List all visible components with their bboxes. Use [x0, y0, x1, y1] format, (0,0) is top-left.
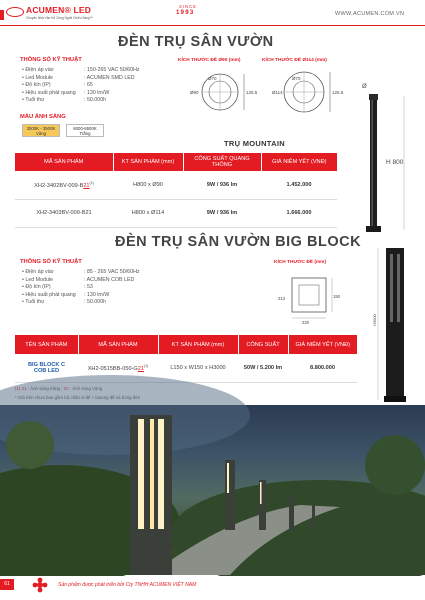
base-drawing-90 — [188, 68, 258, 116]
brand-name: ACUMEN® LED — [26, 5, 92, 15]
base-dim-title-90: KÍCH THƯỚC ĐẾ Ø90 (mm) — [178, 58, 241, 63]
header-divider — [0, 25, 425, 26]
bb-height-label: H3000 — [372, 314, 377, 326]
specs-list — [22, 67, 140, 105]
table-row: XH2-3402BV-009-B21$^{(1)}$ H800 x Ø90 9W / 936 lm 1.452.000 — [15, 171, 337, 199]
dim-label: 125.5 — [332, 90, 344, 95]
product-subtitle: TRỤ MOUNTAIN — [224, 139, 285, 148]
footer-text: Sản phẩm được phát triển bởi Cty TNHH ACUMEN VIỆT NAM — [58, 582, 197, 588]
col-header: GIÁ NIÊM YẾT (VNĐ) — [288, 335, 357, 354]
spec-row: • Tuổi thọ : 50.000h — [22, 97, 107, 104]
dim-label: Ø114 — [272, 90, 283, 95]
col-header: KT SẢN PHẨM (mm) — [158, 335, 238, 354]
brand-tagline: Chuyên Nhà Vận Hỗ Công Nghệ Chiếu Sáng™ — [26, 16, 93, 20]
header-red-tab — [0, 10, 4, 20]
flower-logo-icon — [32, 577, 48, 593]
since-label: SINCE — [179, 4, 197, 9]
base-drawing-bb — [276, 270, 340, 326]
website-url: WWW.ACUMEN.COM.VN — [335, 11, 405, 17]
logo-mark-icon — [6, 7, 24, 17]
col-header: MÃ SẢN PHẨM — [78, 335, 158, 354]
since-year: 1993 — [176, 10, 195, 16]
garden-photo — [0, 405, 425, 575]
color-chip-warm: 3000K - 3500K Vàng — [22, 124, 60, 137]
page-header — [0, 0, 425, 26]
dim-label: Ø70 — [292, 76, 301, 81]
base-dim-title-bb: KÍCH THƯỚC ĐẾ (mm) — [274, 260, 327, 265]
col-header: CÔNG SUẤT QUANG THÔNG — [183, 153, 261, 171]
col-header: MÃ SẢN PHẨM — [15, 153, 113, 171]
light-color-title: MÀU ÁNH SÁNG — [20, 114, 66, 120]
specs-title: THÔNG SỐ KỸ THUẬT — [20, 57, 82, 63]
table-row: BIG BLOCK C COB LED XH2-0515BB-050-G21$^{(1)}$ L150 x W150 x H3000 50W / 5.200 lm 8.800.000 — [15, 354, 357, 382]
col-header: KT SẢN PHẨM (mm) — [113, 153, 183, 171]
spec-row: • Led Module : ACUMEN SMD LED — [22, 74, 135, 81]
table-row: XH2-3403BV-009-B21 H800 x Ø114 9W / 936 lm 1.666.000 — [15, 199, 337, 227]
spec-row: • Tuổi thọ : 50.000h — [22, 299, 107, 306]
spec-row: • Điện áp vào : 150-265 VAC 50/60Hz — [22, 67, 140, 73]
garden-photo-illustration — [0, 405, 425, 575]
bigblock-price-table — [15, 335, 357, 383]
lamp-height-label: H 800 — [386, 159, 404, 166]
base-drawing-114 — [272, 68, 342, 116]
dim-label: 125.5 — [246, 90, 258, 95]
col-header: CÔNG SUẤT — [238, 335, 288, 354]
lamp-diameter-label: Ø — [362, 84, 367, 90]
section1-title: ĐÈN TRỤ SÂN VƯỜN — [118, 34, 274, 50]
specs-title-2: THÔNG SỐ KỸ THUẬT — [20, 259, 82, 265]
bigblock-lamp-image — [350, 240, 420, 410]
spec-row: • Hiệu suất phát quang : 130 lm/W — [22, 291, 110, 298]
section2-title: ĐÈN TRỤ SÂN VƯỜN BIG BLOCK — [115, 234, 362, 250]
col-header: GIÁ NIÊM YẾT (VNĐ) — [261, 153, 337, 171]
dim-label: Ø70 — [208, 76, 217, 81]
brand-logo — [6, 5, 94, 23]
page-number: 61 — [0, 579, 14, 590]
mountain-price-table — [15, 153, 337, 228]
spec-row: • Điện áp vào : 85 - 265 VAC 50/60Hz — [22, 269, 140, 275]
dim-label: 220 — [302, 320, 309, 325]
spec-row: • Độ kín (IP) : 53 — [22, 284, 93, 291]
spec-row: • Led Module : ACUMEN COB LED — [22, 276, 135, 283]
dim-label: 150 — [333, 294, 340, 299]
col-header: TÊN SẢN PHẨM — [15, 335, 78, 354]
color-chip-white: 6000-6500K Trắng — [66, 124, 104, 137]
spec-row: • Độ kín (IP) : 65 — [22, 82, 93, 89]
dim-label: 213 — [278, 296, 285, 301]
page-footer — [0, 576, 425, 600]
mountain-lamp-image — [350, 80, 420, 240]
dim-label: Ø90 — [190, 90, 199, 95]
spec-row: • Hiệu suất phát quang : 130 lm/W — [22, 89, 110, 96]
specs-list-2 — [22, 269, 140, 307]
base-dim-title-114: KÍCH THƯỚC ĐẾ Ø114 (mm) — [262, 58, 327, 63]
